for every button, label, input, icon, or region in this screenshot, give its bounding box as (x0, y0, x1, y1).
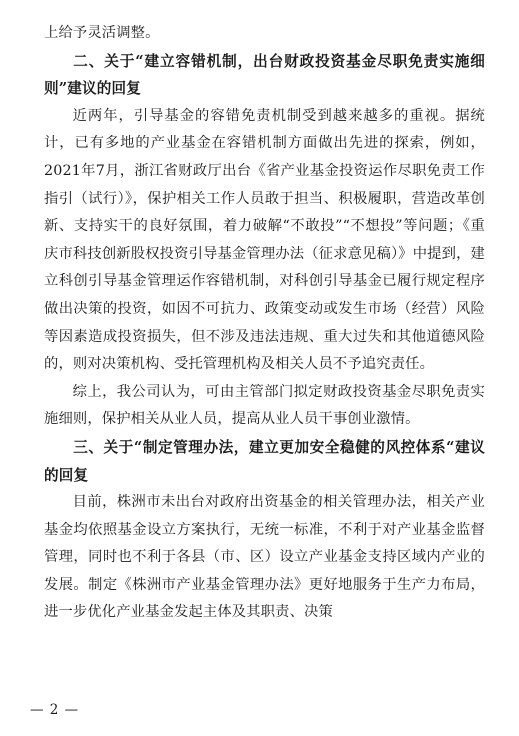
page-number: — 2 — (30, 702, 80, 718)
paragraph-continuation: 上给予灵活调整。 (44, 25, 160, 41)
section-heading-3: 三、关于“制定管理办法，建立更加安全稳健的风控体系“建议的回复 (44, 438, 485, 484)
paragraph-body-2: 目前，株洲市未出台对政府出资基金的相关管理办法，相关产业基金均依照基金设立方案执行，无统一标准，不利于对产业基金监督管理，同时也不利于各县（市、区）设立产业基金支持区域内产业的发展。制定《株洲市产业基金管理办法》更好地服务于生产力布局，进一步优化产业基金发起主体及其职责、决策 (44, 494, 485, 621)
paragraph-conclusion: 综上，我公司认为，可由主管部门拟定财政投资基金尽职免责实施细则，保护相关从业人员，提高从业人员干事创业激情。 (44, 383, 485, 428)
paragraph-body-1: 近两年，引导基金的容错免责机制受到越来越多的重视。据统计，已有多地的产业基金在容错机制方面做出先进的探索，例如，2021年7月，浙江省财政厅出台《省产业基金投资运作尽职免责工作指引（试行）》，保护相关工作人员敢于担当、积极履职，营造改革创新、支持实干的良好氛围，着力破解“不敢投”“不想投”等问题；《重庆市科技创新股权投资引导基金管理办法（征求意见稿）》中提到，建立科创引导基金管理运作容错机制，对科创引导基金已履行规定程序做出决策的投资，如因不可抗力、政策变动或发生市场（经营）风险等因素造成投资损失，但不涉及违法违规、重大过失和其他道德风险的，则对决策机构、受托管理机构及相关人员不予追究责任。 (44, 107, 485, 373)
section-heading-2: 二、关于“建立容错机制，出台财政投资基金尽职免责实施细则”建议的回复 (44, 52, 485, 98)
